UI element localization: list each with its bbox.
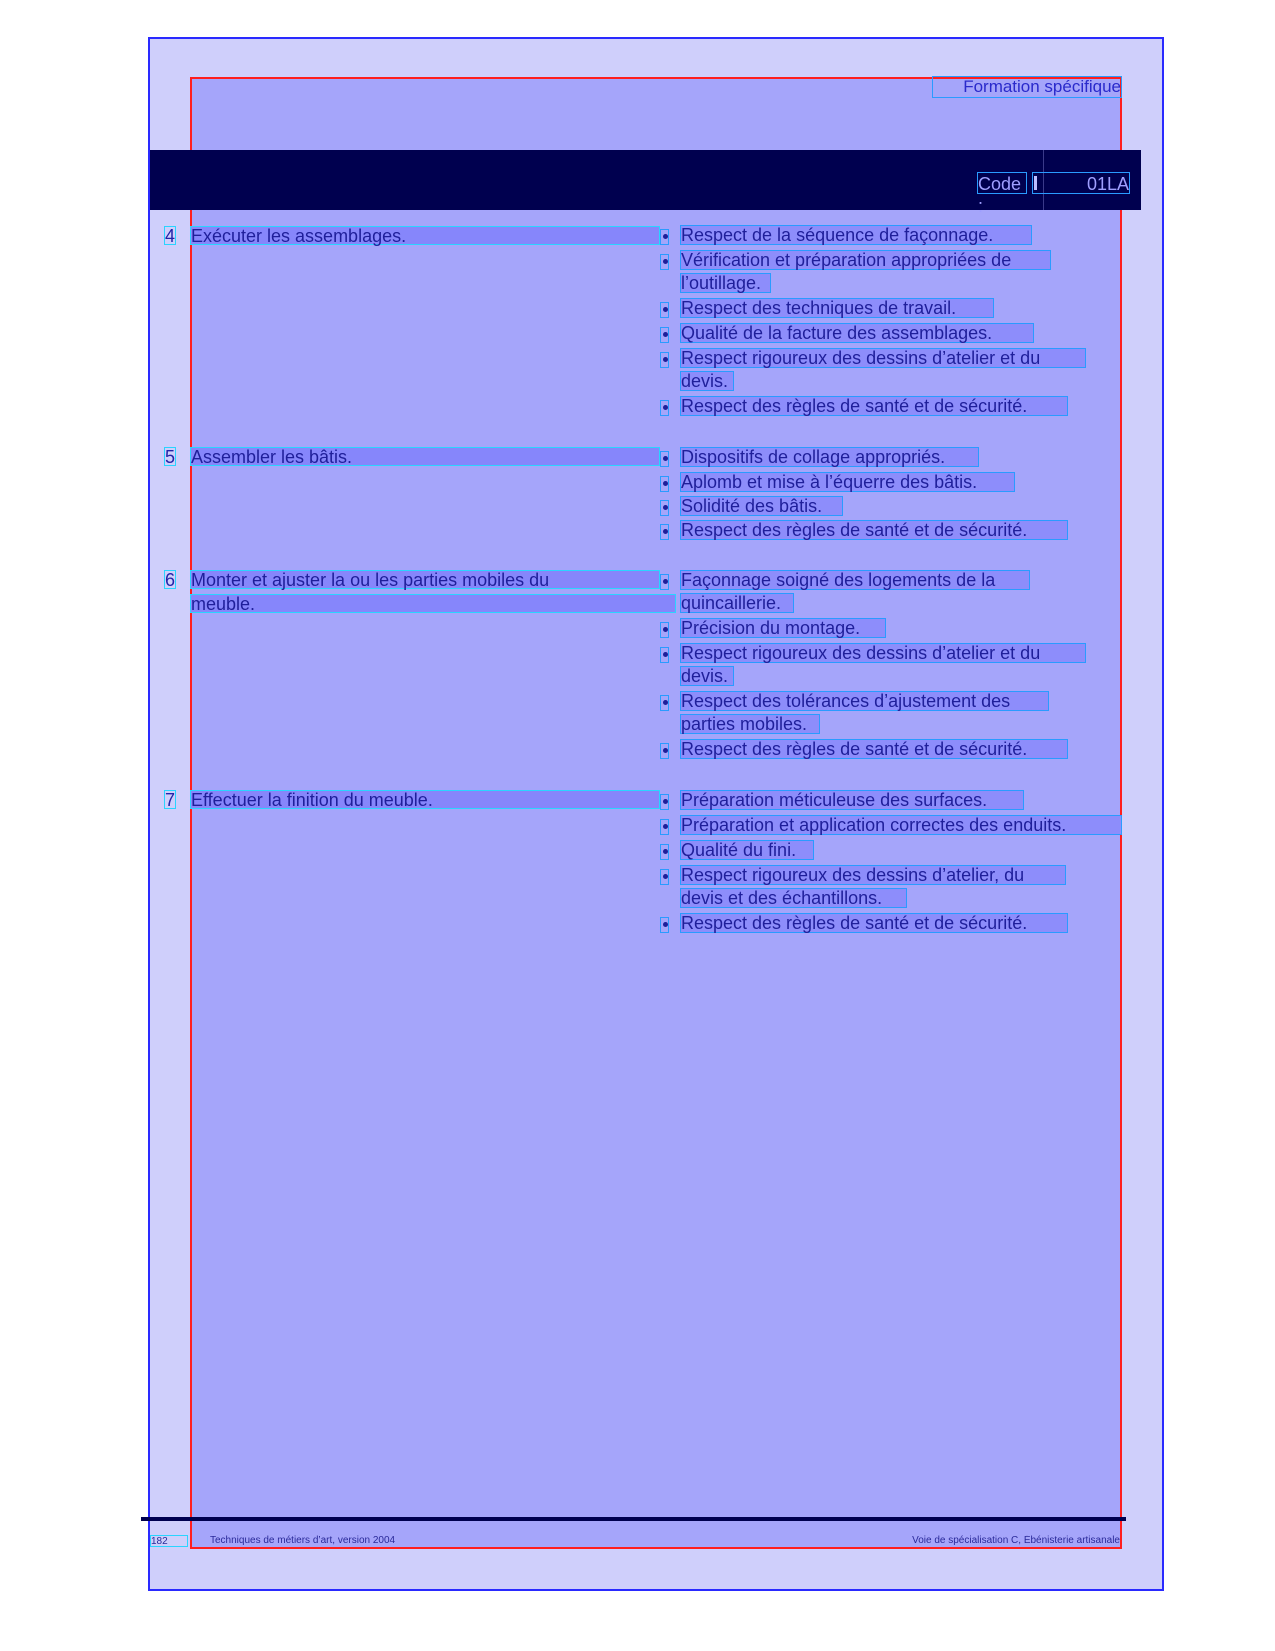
bullet-icon [660,819,669,835]
criterion-line: Respect des règles de santé et de sécurité. [680,520,1068,540]
criterion-line: Façonnage soigné des logements de la [680,570,1030,590]
criterion-line: parties mobiles. [680,714,820,734]
bullet-icon [660,327,669,343]
bullet-icon [660,794,669,810]
criterion-line: Précision du montage. [680,618,886,638]
step-number: 5 [165,447,176,466]
bullet-icon [660,695,669,711]
criterion-line: l’outillage. [680,273,771,293]
step-label: Monter et ajuster la ou les parties mobiles du [190,570,660,589]
code-label: Code : [977,172,1027,194]
footer-title: Techniques de métiers d’art, version 2004 [210,1535,396,1546]
bullet-icon [660,302,669,318]
bullet-icon [660,869,669,885]
page-number: 182 [150,1535,188,1547]
code-value: 01LA [1032,172,1130,194]
criterion-line: Respect rigoureux des dessins d’atelier et du [680,348,1086,368]
criterion-line: Respect rigoureux des dessins d’atelier, du [680,865,1066,885]
bullet-icon [660,254,669,270]
bullet-icon [660,844,669,860]
bullet-icon [660,451,669,467]
criterion-line: Aplomb et mise à l’équerre des bâtis. [680,472,1015,492]
criterion-line: Respect des tolérances d’ajustement des [680,691,1049,711]
criterion-line: Respect des règles de santé et de sécurité. [680,396,1068,416]
step-number: 7 [165,790,176,809]
criterion-line: Respect de la séquence de façonnage. [680,225,1032,245]
criterion-line: devis et des échantillons. [680,888,907,908]
criterion-line: devis. [680,371,734,391]
bullet-icon [660,743,669,759]
step-number: 6 [165,570,176,589]
criterion-line: Préparation méticuleuse des surfaces. [680,790,1024,810]
criterion-line: Qualité de la facture des assemblages. [680,323,1034,343]
bullet-icon [660,574,669,590]
criterion-line: Dispositifs de collage appropriés. [680,447,979,467]
footer-program: Voie de spécialisation C, Ébénisterie artisanale [912,1535,1120,1546]
criterion-line: Solidité des bâtis. [680,496,843,516]
bullet-icon [660,476,669,492]
step-label: Effectuer la finition du meuble. [190,790,660,809]
bullet-icon [660,229,669,245]
section-kicker: Formation spécifique [932,76,1122,98]
bullet-icon [660,647,669,663]
bullet-icon [660,524,669,540]
step-label: Assembler les bâtis. [190,447,660,466]
criterion-line: Vérification et préparation appropriées de [680,250,1051,270]
criterion-line: Respect rigoureux des dessins d’atelier et du [680,643,1086,663]
bullet-icon [660,917,669,933]
bullet-icon [660,500,669,516]
criterion-line: Respect des règles de santé et de sécurité. [680,913,1068,933]
criterion-line: Préparation et application correctes des enduits. [680,815,1122,835]
step-label: Exécuter les assemblages. [190,226,660,245]
criterion-line: Respect des règles de santé et de sécurité. [680,739,1068,759]
criterion-line: Respect des techniques de travail. [680,298,994,318]
bullet-icon [660,622,669,638]
footer-rule [141,1517,1126,1521]
bullet-icon [660,352,669,368]
step-label: meuble. [190,594,676,613]
step-number: 4 [165,226,176,245]
criterion-line: devis. [680,666,734,686]
criterion-line: Qualité du fini. [680,840,814,860]
criterion-line: quincaillerie. [680,593,794,613]
bullet-icon [660,400,669,416]
